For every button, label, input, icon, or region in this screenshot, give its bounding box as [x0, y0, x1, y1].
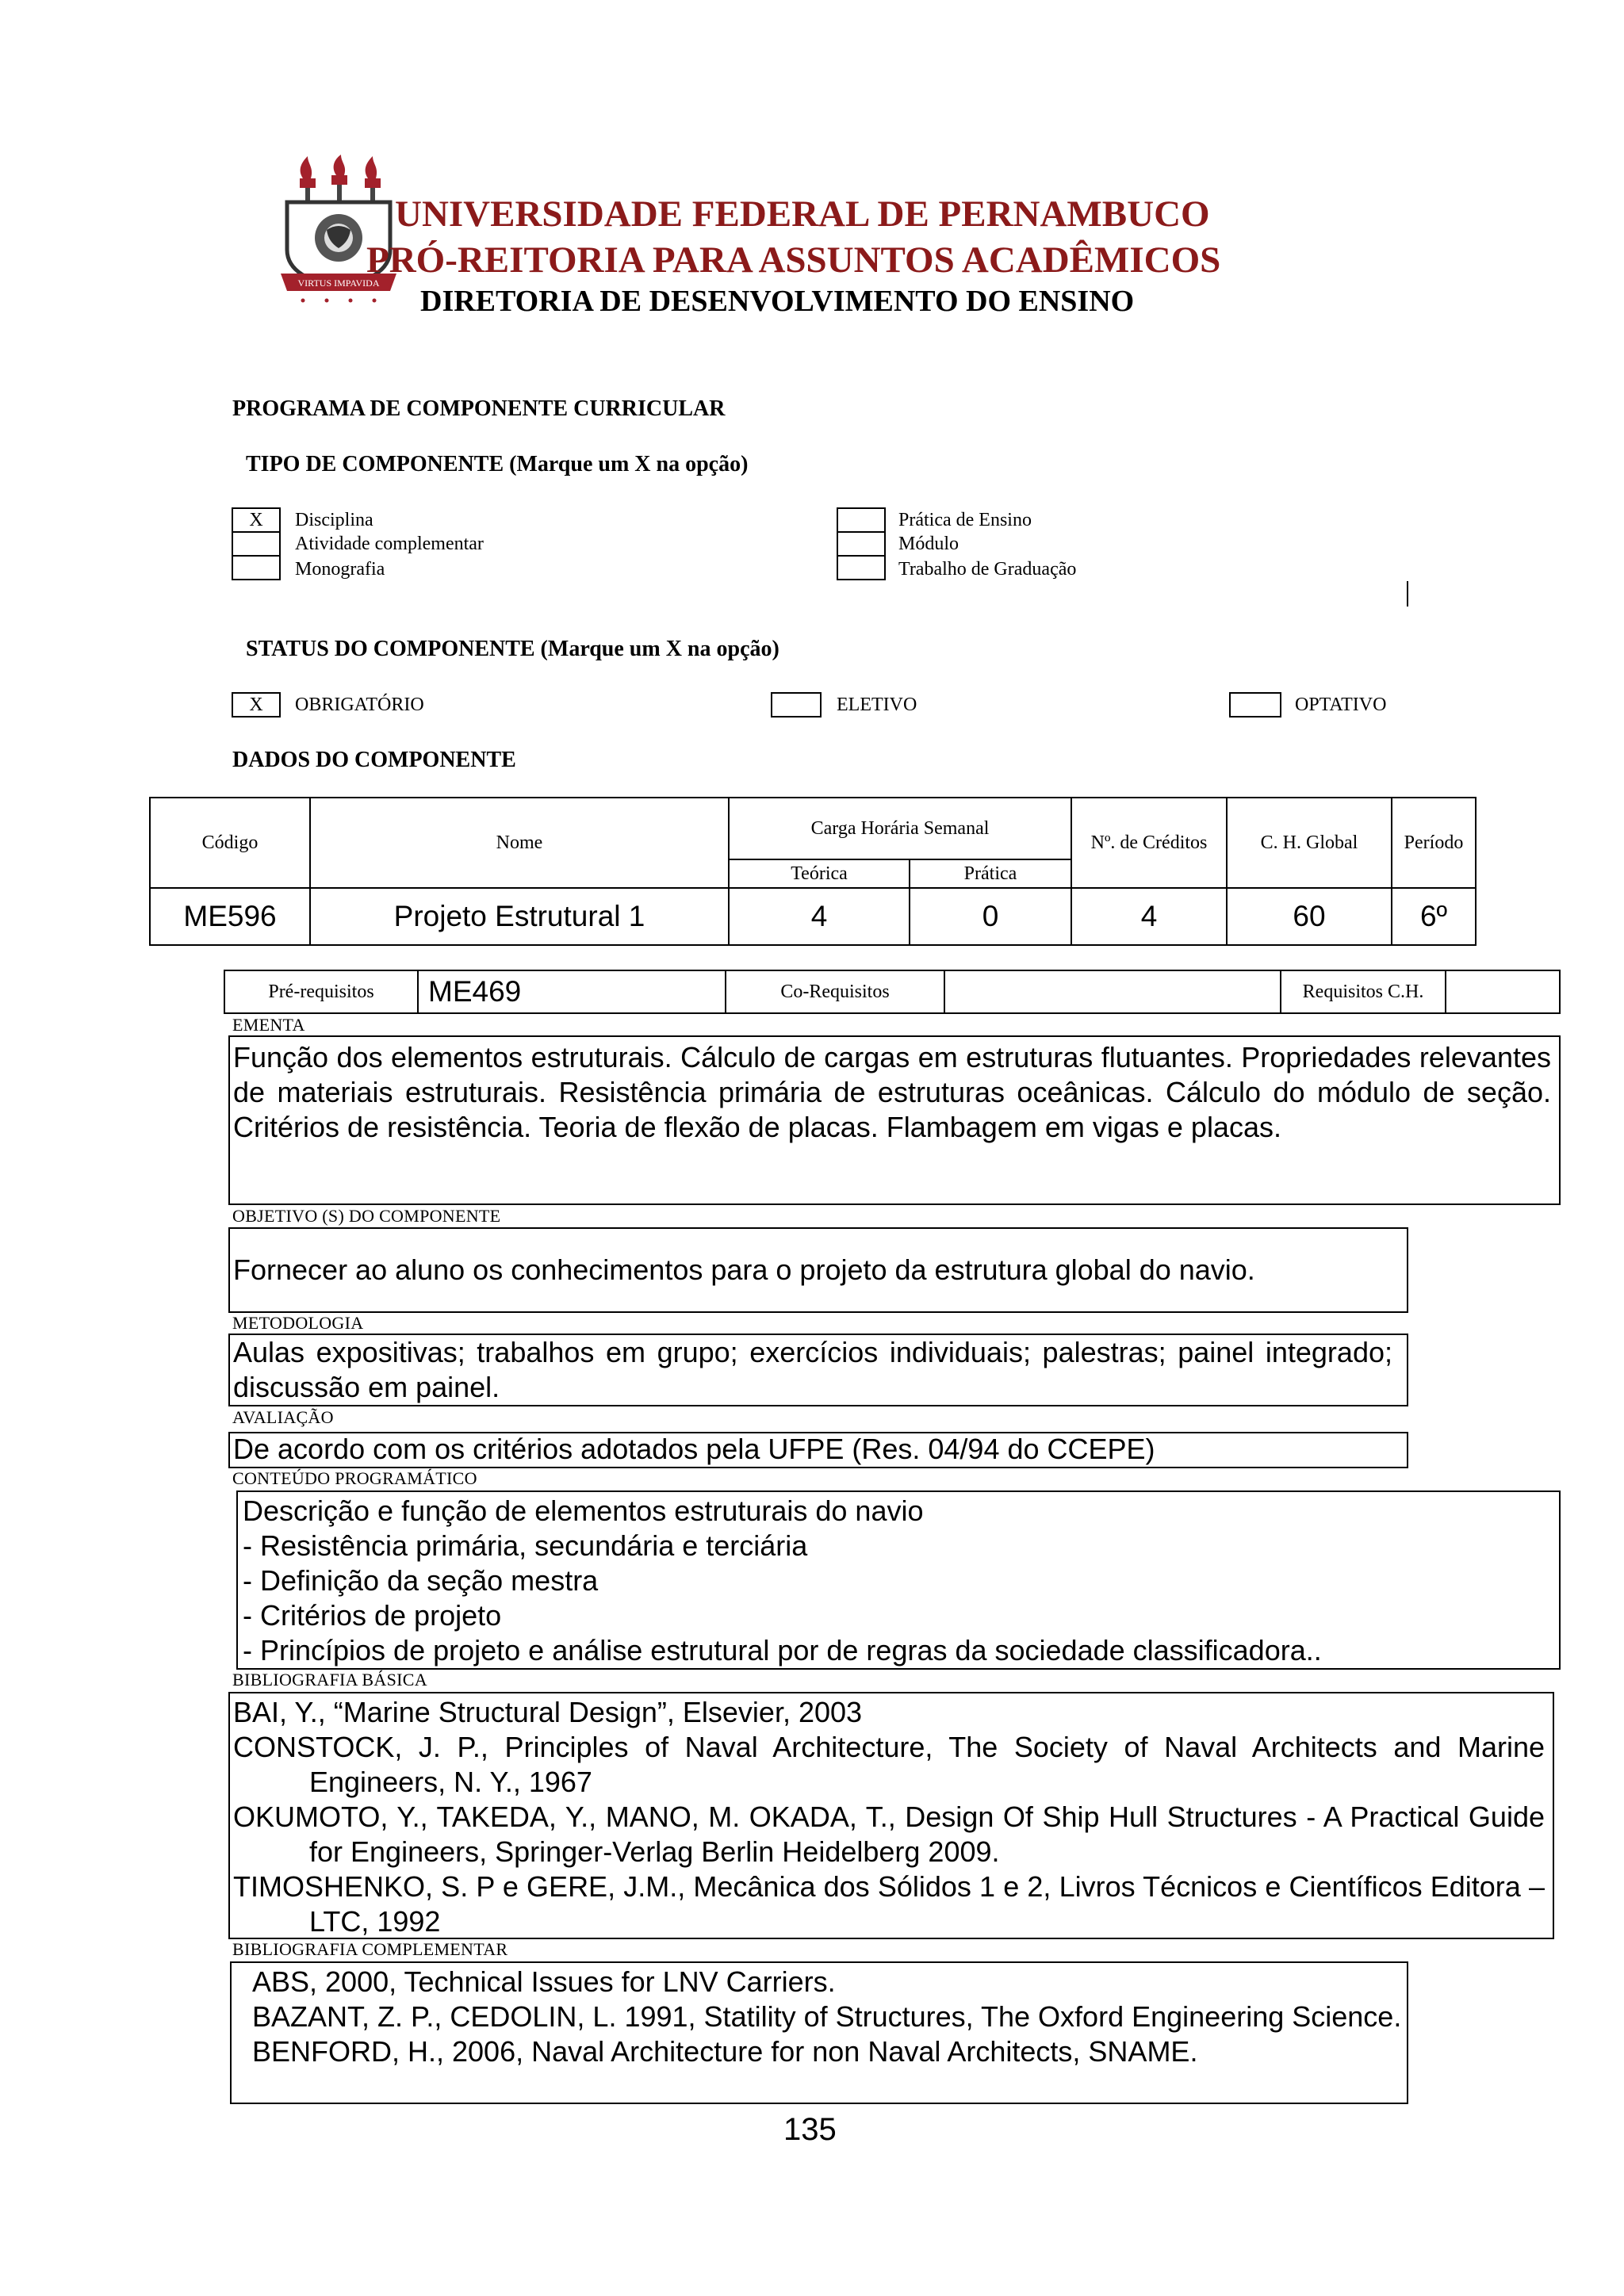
label-modulo: Módulo [898, 534, 959, 554]
tipo-title: TIPO DE COMPONENTE (Marque um X na opção) [246, 452, 749, 476]
bib-complementar-ref: ABS, 2000, Technical Issues for LNV Carriers. [252, 1965, 836, 1998]
pre-requisitos-label: Pré-requisitos [224, 970, 419, 1014]
ementa-text: Função dos elementos estruturais. Cálculo de cargas em estruturas flutuantes. Propriedades relevantes de materiais estruturais. Resistência primária de estruturas oceânicas. Cálculo do módulo de seção. Critérios de resistência. Teoria de flexão de placas. Flambagem em vigas e placas. [233, 1041, 1551, 1143]
requisitos-ch-value [1445, 970, 1561, 1014]
metodologia-label: METODOLOGIA [232, 1313, 364, 1333]
conteudo-line: - Definição da seção mestra [243, 1564, 599, 1597]
bib-basica-box [228, 1692, 1554, 1939]
label-disciplina: Disciplina [295, 510, 373, 530]
metodologia-box [228, 1334, 1408, 1406]
bib-complementar-box [230, 1961, 1408, 2104]
checkbox-atividade-complementar[interactable] [232, 531, 281, 557]
label-eletivo: ELETIVO [837, 695, 917, 715]
university-logo [279, 155, 398, 305]
checkbox-trabalho-de-graduacao[interactable] [837, 555, 886, 580]
conteudo-line: Descrição e função de elementos estruturais do navio [243, 1494, 924, 1527]
objetivo-text: Fornecer ao aluno os conhecimentos para o projeto da estrutura global do navio. [233, 1253, 1255, 1286]
stray-vertical-line [1407, 581, 1408, 607]
pre-requisitos-value: ME469 [417, 970, 726, 1014]
header-teorica: Teórica [728, 859, 910, 889]
bib-complementar-ref: BAZANT, Z. P., CEDOLIN, L. 1991, Statility of Structures, The Oxford Engineering Science. [252, 2000, 1402, 2033]
svg-text:VIRTUS IMPAVIDA: VIRTUS IMPAVIDA [297, 277, 380, 289]
ufpe-crest-icon [279, 155, 398, 305]
bib-basica-ref: CONSTOCK, J. P., Principles of Naval Architecture, The Society of Naval Architects and Marine Engineers, N. Y., 1967 [233, 1731, 1545, 1798]
co-requisitos-value [944, 970, 1281, 1014]
checkbox-monografia[interactable] [232, 555, 281, 580]
pro-reitoria-name: PRÓ-REITORIA PARA ASSUNTOS ACADÊMICOS [366, 239, 1221, 281]
page-number: 135 [783, 2112, 837, 2147]
avaliacao-label: AVALIAÇÃO [232, 1407, 334, 1427]
header-codigo: Código [149, 797, 311, 889]
value-pratica: 0 [909, 887, 1072, 946]
requisitos-ch-label: Requisitos C.H. [1280, 970, 1446, 1014]
co-requisitos-label: Co-Requisitos [725, 970, 945, 1014]
value-periodo: 6º [1391, 887, 1477, 946]
university-name: UNIVERSIDADE FEDERAL DE PERNAMBUCO [395, 193, 1210, 235]
bib-basica-label: BIBLIOGRAFIA BÁSICA [232, 1670, 427, 1689]
program-title: PROGRAMA DE COMPONENTE CURRICULAR [232, 396, 726, 421]
conteudo-box [236, 1490, 1561, 1670]
checkbox-disciplina[interactable]: X [232, 507, 281, 533]
checkbox-optativo[interactable] [1229, 692, 1281, 718]
value-nome: Projeto Estrutural 1 [309, 887, 730, 946]
label-atividade-complementar: Atividade complementar [295, 534, 484, 554]
label-obrigatorio: OBRIGATÓRIO [295, 695, 424, 715]
conteudo-line: - Critérios de projeto [243, 1599, 502, 1632]
avaliacao-text: De acordo com os critérios adotados pela UFPE (Res. 04/94 do CCEPE) [233, 1433, 1155, 1465]
dados-title: DADOS DO COMPONENTE [232, 748, 516, 772]
value-creditos: 4 [1071, 887, 1228, 946]
diretoria-name: DIRETORIA DE DESENVOLVIMENTO DO ENSINO [420, 285, 1135, 318]
checkbox-eletivo[interactable] [771, 692, 822, 718]
ementa-box [228, 1035, 1561, 1205]
metodologia-text: Aulas expositivas; trabalhos em grupo; exercícios individuais; palestras; painel integrado; discussão em painel. [233, 1336, 1392, 1403]
value-teorica: 4 [728, 887, 910, 946]
ementa-label: EMENTA [232, 1015, 305, 1035]
header-carga-horaria: Carga Horária Semanal [728, 797, 1072, 860]
checkbox-obrigatorio[interactable]: X [232, 692, 281, 718]
status-title: STATUS DO COMPONENTE (Marque um X na opção) [246, 637, 779, 661]
conteudo-line: - Princípios de projeto e análise estrutural por de regras da sociedade classificadora.. [243, 1634, 1322, 1667]
conteudo-line: - Resistência primária, secundária e terciária [243, 1529, 808, 1562]
label-pratica-de-ensino: Prática de Ensino [898, 510, 1032, 530]
value-codigo: ME596 [149, 887, 311, 946]
objetivo-label: OBJETIVO (S) DO COMPONENTE [232, 1206, 501, 1226]
bib-basica-ref: TIMOSHENKO, S. P e GERE, J.M., Mecânica dos Sólidos 1 e 2, Livros Técnicos e Científicos Editora – LTC, 1992 [233, 1870, 1545, 1938]
conteudo-label: CONTEÚDO PROGRAMÁTICO [232, 1468, 477, 1488]
label-optativo: OPTATIVO [1295, 695, 1387, 715]
checkbox-pratica-de-ensino[interactable] [837, 507, 886, 533]
checkbox-modulo[interactable] [837, 531, 886, 557]
header-ch-global: C. H. Global [1226, 797, 1392, 889]
objetivo-box [228, 1227, 1408, 1313]
header-creditos: Nº. de Créditos [1071, 797, 1228, 889]
bib-basica-list [233, 1695, 1545, 1939]
bib-basica-ref: OKUMOTO, Y., TAKEDA, Y., MANO, M. OKADA, T., Design Of Ship Hull Structures - A Practical Guide for Engineers, Springer-Verlag Berlin Heidelberg 2009. [233, 1800, 1545, 1868]
bib-basica-ref: BAI, Y., “Marine Structural Design”, Elsevier, 2003 [233, 1696, 863, 1728]
avaliacao-box [228, 1432, 1408, 1468]
label-monografia: Monografia [295, 559, 385, 580]
header-pratica: Prática [909, 859, 1072, 889]
header-periodo: Período [1391, 797, 1477, 889]
bib-complementar-list [252, 1965, 1402, 2069]
value-ch-global: 60 [1226, 887, 1392, 946]
label-trabalho-de-graduacao: Trabalho de Graduação [898, 559, 1077, 580]
bib-complementar-ref: BENFORD, H., 2006, Naval Architecture for non Naval Architects, SNAME. [252, 2035, 1198, 2068]
header-nome: Nome [309, 797, 730, 889]
bib-complementar-label: BIBLIOGRAFIA COMPLEMENTAR [232, 1939, 508, 1959]
